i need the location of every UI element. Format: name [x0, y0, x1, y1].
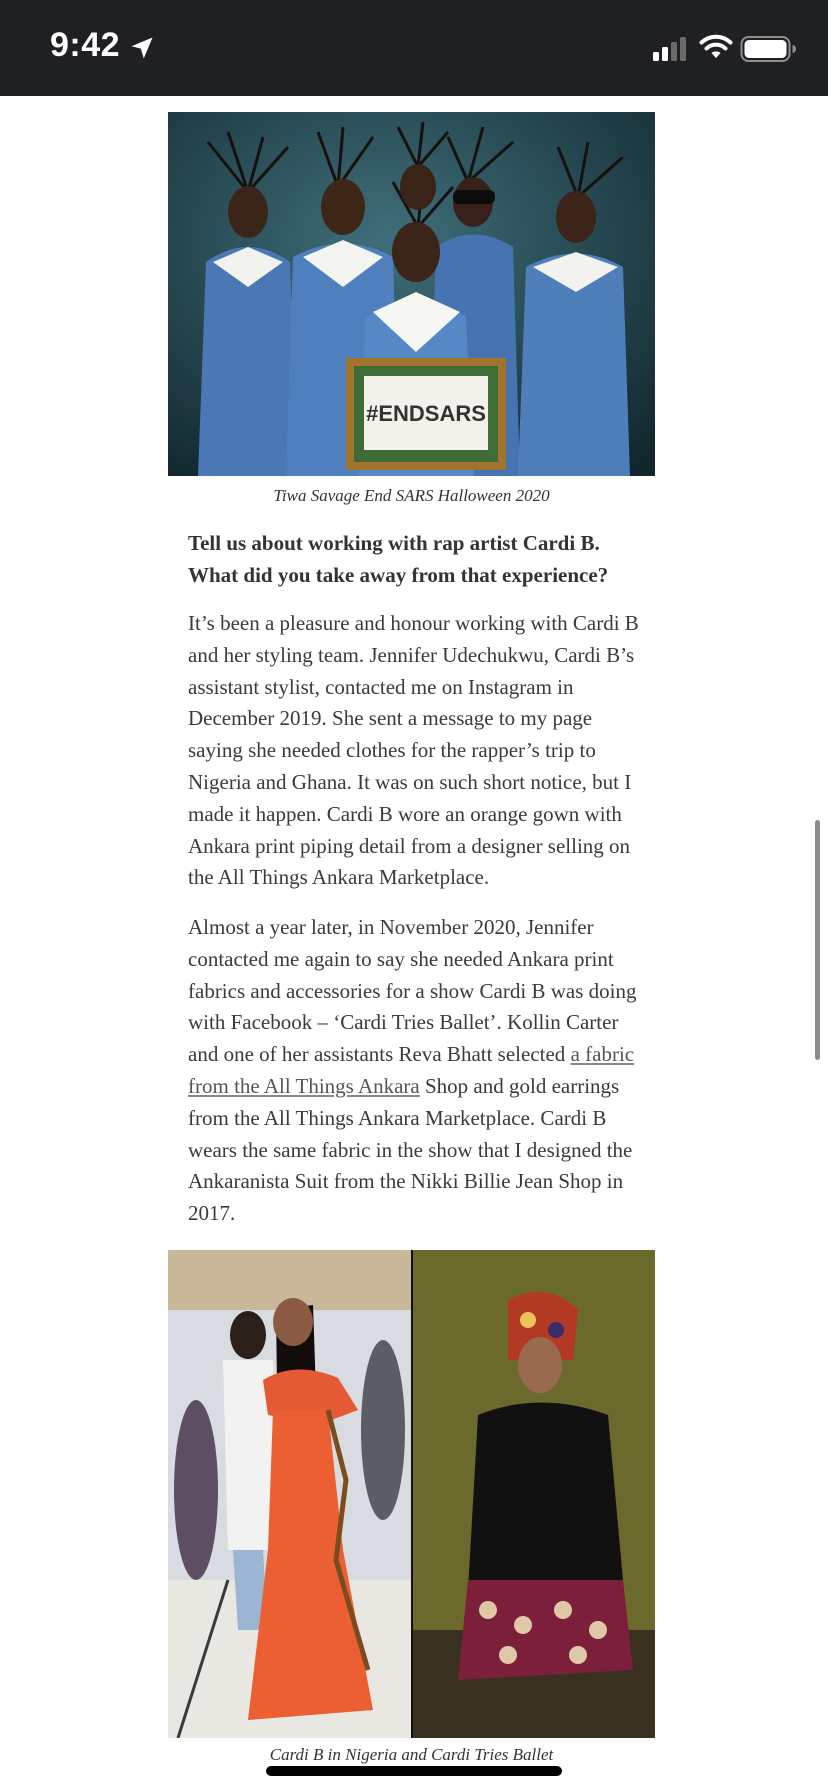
status-time: 9:42	[50, 26, 121, 64]
paragraph-text: Shop and gold earrings from the All Things Ankara Marketplace. Cardi B wears the same fabric in the show that I designed the Ankaranista Suit from the Nikki Billie Jean Shop in 2017.	[188, 1073, 633, 1226]
figure-caption: Tiwa Savage End SARS Halloween 2020	[273, 486, 550, 505]
status-bar	[0, 0, 828, 96]
figure-caption: Cardi B in Nigeria and Cardi Tries Ballet	[269, 1745, 554, 1764]
endsars-photo	[168, 112, 655, 476]
article-paragraph	[188, 912, 648, 1230]
interview-question: Tell us about working with rap artist Cardi B. What did you take away from that experience?	[188, 531, 609, 587]
location-arrow-icon	[128, 34, 156, 62]
wifi-icon	[699, 33, 733, 61]
cardi-b-photo	[168, 1250, 655, 1738]
cellular-signal-icon	[652, 36, 690, 62]
fabric-shop-link[interactable]: a fabric from the All Things Ankara	[188, 1042, 635, 1098]
sign-text: #ENDSARS	[366, 401, 486, 426]
article-paragraph: It’s been a pleasure and honour working with Cardi B and her styling team. Jennifer Udechukwu, Cardi B’s assistant stylist, contacted me on Instagram in December 2019. She sent a message to my page saying she needed clothes for the rapper’s trip to Nigeria and Ghana. It was on such short notice, but I made it happen. Cardi B wore an orange gown with Ankara print piping detail from a designer selling on the All Things Ankara Marketplace.	[188, 611, 639, 890]
scrollbar[interactable]	[815, 820, 820, 1060]
battery-icon	[740, 35, 796, 63]
home-indicator[interactable]	[266, 1766, 562, 1776]
paragraph-text: Almost a year later, in November 2020, Jennifer contacted me again to say she needed Ankara print fabrics and accessories for a show Cardi B was doing with Facebook – ‘Cardi Tries Ballet’. Kollin Carter and one of her assistants Reva Bhatt selected	[188, 915, 637, 1067]
